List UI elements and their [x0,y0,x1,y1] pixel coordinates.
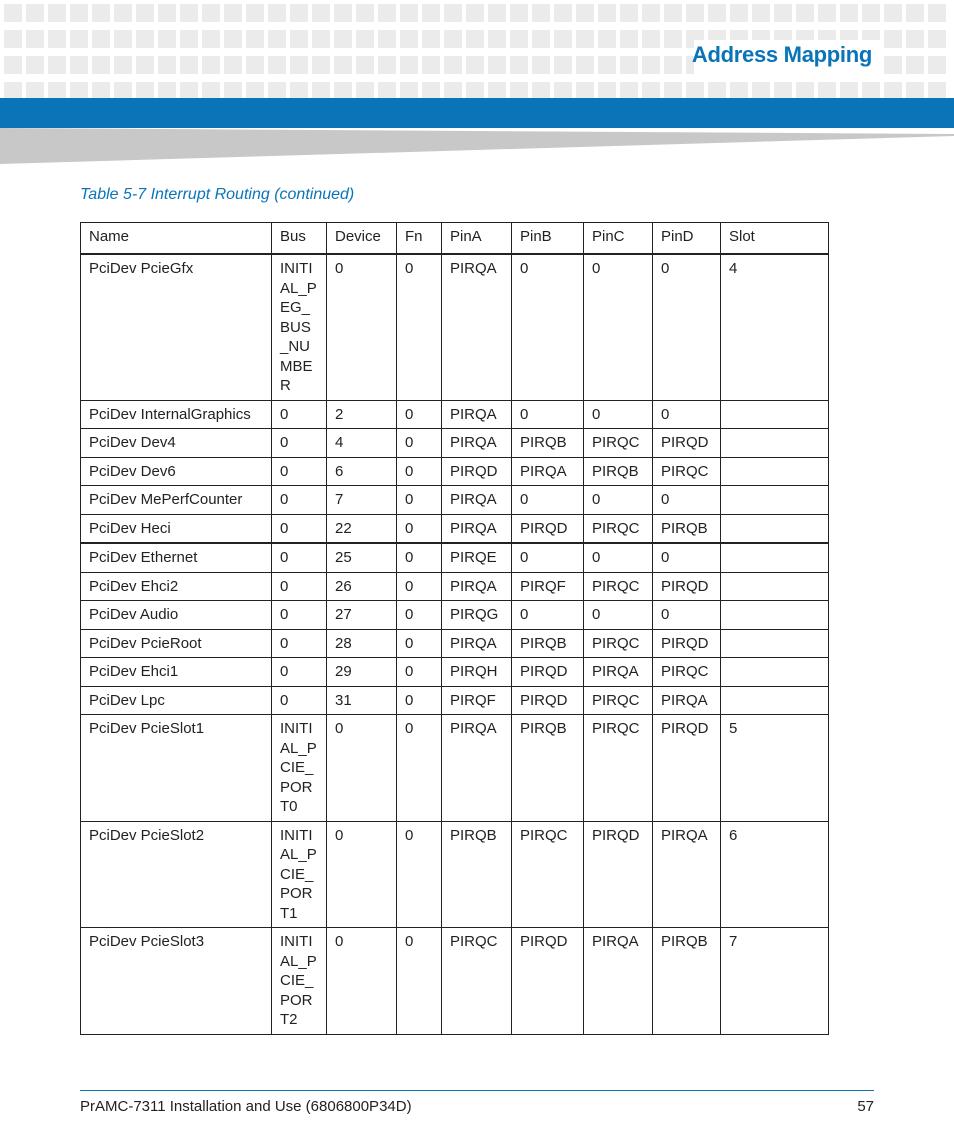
table-cell-fn: 0 [397,486,442,515]
table-cell-fn: 0 [397,821,442,928]
table-cell-pinc: PIRQC [584,429,653,458]
table-cell-device: 0 [327,254,397,400]
table-cell-device: 27 [327,601,397,630]
table-cell-fn: 0 [397,514,442,543]
table-cell-device: 29 [327,658,397,687]
table-cell-pinb: PIRQD [512,928,584,1035]
table-row [81,400,829,429]
table-cell-pinc: PIRQB [584,457,653,486]
table-cell-device: 6 [327,457,397,486]
table-cell-fn: 0 [397,928,442,1035]
table-cell-pinc: 0 [584,400,653,429]
table-caption: Table 5-7 Interrupt Routing (continued) [80,186,355,203]
table-cell-fn: 0 [397,601,442,630]
table-header-row [81,223,829,255]
table-cell-slot [721,400,829,429]
table-cell-device: 2 [327,400,397,429]
table-cell-pind: 0 [653,400,721,429]
table-cell-name: PciDev Ehci2 [81,572,272,601]
footer-document-title: PrAMC-7311 Installation and Use (6806800P34D) [80,1098,412,1115]
table-row [81,572,829,601]
table-cell-pinb: 0 [512,486,584,515]
table-cell-pinc: PIRQD [584,821,653,928]
table-cell-pind: 0 [653,543,721,572]
table-cell-name: PciDev PcieSlot1 [81,715,272,822]
table-row [81,658,829,687]
table-cell-pind: PIRQD [653,629,721,658]
table-cell-pina: PIRQA [442,254,512,400]
table-cell-fn: 0 [397,572,442,601]
table-cell-pinc: PIRQC [584,686,653,715]
table-cell-pina: PIRQF [442,686,512,715]
table-cell-pinb: 0 [512,400,584,429]
table-cell-pind: PIRQD [653,715,721,822]
table-row [81,629,829,658]
table-cell-pina: PIRQA [442,429,512,458]
table-cell-slot: 6 [721,821,829,928]
table-cell-bus: 0 [272,686,327,715]
table-cell-device: 0 [327,821,397,928]
table-cell-name: PciDev Ethernet [81,543,272,572]
table-cell-pind: 0 [653,601,721,630]
table-cell-pina: PIRQD [442,457,512,486]
table-cell-pind: PIRQB [653,514,721,543]
table-cell-pina: PIRQA [442,486,512,515]
table-cell-slot [721,543,829,572]
column-header: Name [81,223,272,255]
table-cell-slot [721,457,829,486]
footer-rule [80,1090,874,1091]
table-body [81,254,829,1034]
table-cell-name: PciDev MePerfCounter [81,486,272,515]
table-cell-fn: 0 [397,543,442,572]
table-row [81,429,829,458]
table-cell-bus: 0 [272,572,327,601]
table-cell-pinb: PIRQD [512,658,584,687]
table-cell-bus: 0 [272,543,327,572]
table-cell-slot [721,486,829,515]
table-cell-name: PciDev Ehci1 [81,658,272,687]
table-cell-pinb: 0 [512,543,584,572]
table-cell-pind: PIRQD [653,572,721,601]
table-cell-pinc: PIRQA [584,658,653,687]
table-cell-device: 22 [327,514,397,543]
table-cell-name: PciDev Lpc [81,686,272,715]
column-header: Slot [721,223,829,255]
table-cell-bus: INITIAL_PCIE_PORT0 [272,715,327,822]
table-cell-pinb: PIRQD [512,514,584,543]
table-cell-bus: 0 [272,429,327,458]
table-cell-name: PciDev PcieSlot3 [81,928,272,1035]
table-cell-pinc: 0 [584,543,653,572]
table-row [81,514,829,543]
table-cell-pina: PIRQB [442,821,512,928]
table-row [81,601,829,630]
interrupt-routing-table [80,222,829,1035]
table-cell-pind: PIRQB [653,928,721,1035]
table-cell-bus: 0 [272,486,327,515]
table-cell-pind: 0 [653,254,721,400]
table-cell-device: 26 [327,572,397,601]
table-cell-fn: 0 [397,686,442,715]
table-cell-pina: PIRQA [442,514,512,543]
table-cell-pina: PIRQA [442,400,512,429]
table-cell-pinb: PIRQD [512,686,584,715]
table-cell-pinc: 0 [584,486,653,515]
column-header: PinD [653,223,721,255]
column-header: Bus [272,223,327,255]
table-cell-slot [721,658,829,687]
table-cell-device: 31 [327,686,397,715]
table-cell-bus: INITIAL_PEG_BUS_NUMBER [272,254,327,400]
table-cell-pinb: PIRQB [512,629,584,658]
page-header-title: Address Mapping [691,42,872,67]
table-cell-pinb: 0 [512,254,584,400]
table-cell-pind: PIRQC [653,658,721,687]
table-cell-device: 4 [327,429,397,458]
table-cell-fn: 0 [397,457,442,486]
table-cell-name: PciDev Audio [81,601,272,630]
table-cell-bus: 0 [272,514,327,543]
table-cell-name: PciDev Dev4 [81,429,272,458]
table-cell-pinb: PIRQF [512,572,584,601]
table-cell-pinc: PIRQC [584,715,653,822]
table-row [81,486,829,515]
table-cell-bus: INITIAL_PCIE_PORT1 [272,821,327,928]
table-cell-pinc: 0 [584,601,653,630]
column-header: PinA [442,223,512,255]
column-header: PinB [512,223,584,255]
table-cell-pind: 0 [653,486,721,515]
header-blue-bar [0,98,954,128]
table-cell-pind: PIRQA [653,821,721,928]
table-cell-pinb: 0 [512,601,584,630]
table-row [81,543,829,572]
table-cell-device: 0 [327,928,397,1035]
table-row [81,686,829,715]
table-cell-pinb: PIRQC [512,821,584,928]
table-cell-fn: 0 [397,658,442,687]
table-cell-pinc: PIRQC [584,514,653,543]
header-grey-swoosh [0,128,954,164]
footer-page-number: 57 [857,1098,874,1115]
table-cell-bus: 0 [272,629,327,658]
table-cell-bus: INITIAL_PCIE_PORT2 [272,928,327,1035]
table-cell-slot [721,429,829,458]
table-cell-bus: 0 [272,457,327,486]
table-cell-slot [721,629,829,658]
table-cell-pina: PIRQA [442,715,512,822]
table-cell-device: 25 [327,543,397,572]
table-cell-name: PciDev InternalGraphics [81,400,272,429]
table-cell-fn: 0 [397,254,442,400]
table-row [81,254,829,400]
table-cell-slot [721,601,829,630]
table-cell-pinb: PIRQA [512,457,584,486]
table-cell-bus: 0 [272,658,327,687]
table-row [81,457,829,486]
table-cell-slot [721,572,829,601]
table-cell-pina: PIRQE [442,543,512,572]
table-cell-pina: PIRQH [442,658,512,687]
table-cell-pina: PIRQC [442,928,512,1035]
table-row [81,821,829,928]
table-cell-pinc: PIRQC [584,572,653,601]
table-cell-name: PciDev Heci [81,514,272,543]
table-cell-slot: 5 [721,715,829,822]
table-cell-pind: PIRQC [653,457,721,486]
table-cell-pina: PIRQA [442,572,512,601]
table-cell-slot [721,514,829,543]
table-cell-name: PciDev PcieGfx [81,254,272,400]
table-row [81,928,829,1035]
table-cell-name: PciDev PcieRoot [81,629,272,658]
table-cell-pind: PIRQA [653,686,721,715]
table-cell-pind: PIRQD [653,429,721,458]
column-header: Device [327,223,397,255]
table-cell-fn: 0 [397,629,442,658]
table-cell-device: 0 [327,715,397,822]
table-row [81,715,829,822]
table-cell-fn: 0 [397,715,442,822]
table-cell-fn: 0 [397,429,442,458]
table-cell-name: PciDev Dev6 [81,457,272,486]
table-cell-pinb: PIRQB [512,715,584,822]
table-cell-pina: PIRQA [442,629,512,658]
table-cell-device: 7 [327,486,397,515]
table-cell-pinb: PIRQB [512,429,584,458]
table-cell-bus: 0 [272,601,327,630]
table-cell-slot: 4 [721,254,829,400]
table-cell-name: PciDev PcieSlot2 [81,821,272,928]
column-header: PinC [584,223,653,255]
table-cell-fn: 0 [397,400,442,429]
table-cell-pinc: PIRQC [584,629,653,658]
table-cell-slot: 7 [721,928,829,1035]
table-cell-bus: 0 [272,400,327,429]
table-cell-pinc: PIRQA [584,928,653,1035]
table-cell-slot [721,686,829,715]
table-cell-device: 28 [327,629,397,658]
column-header: Fn [397,223,442,255]
table-cell-pinc: 0 [584,254,653,400]
table-cell-pina: PIRQG [442,601,512,630]
